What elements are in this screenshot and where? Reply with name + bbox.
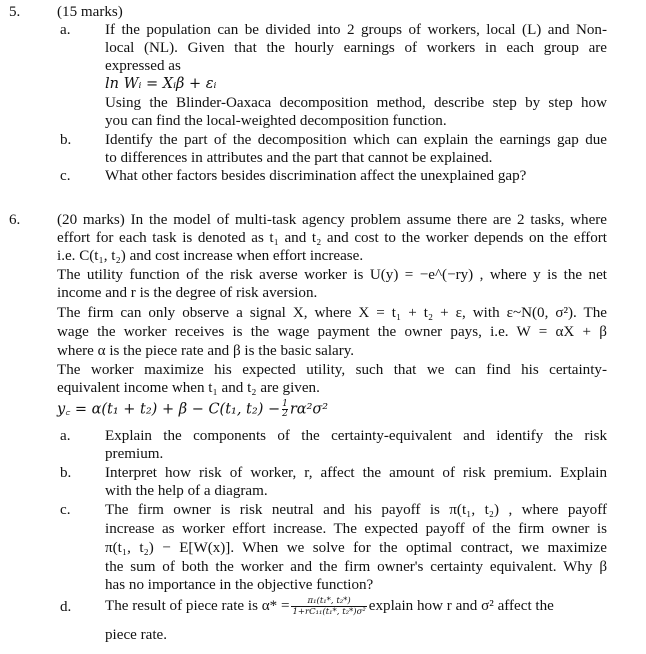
q5-a-line-1: If the population can be divided into 2 groups of workers, local (L) and Non- (105, 22, 607, 38)
q5-a-line-4: Using the Blinder-Oaxaca decomposition method, describe step by step how (105, 95, 607, 111)
piece-rate-numerator: π₁(t₁*, t₂*) (291, 596, 366, 607)
q5-part-b-label: b. (60, 132, 72, 148)
q5-a-line-5: you can find the local-weighted decomposition function. (105, 113, 447, 129)
q6-part-c-label: c. (60, 502, 71, 518)
question-5-number: 5. (9, 4, 21, 20)
question-6-number: 6. (9, 212, 21, 228)
q6-c-line-4: the sum of both the worker and the firm owner's certainty equivalent. Why β (105, 559, 607, 575)
piece-rate-fraction (291, 596, 366, 617)
q6-intro-line-7: wage the worker receives is the wage payment the owner pays, i.e. W = αX + β (57, 324, 607, 340)
q5-b-line-1: Identify the part of the decomposition which can explain the earnings gap due (105, 132, 607, 148)
q6-intro-line-2: effort for each task is denoted as t₁ and t₂ and cost to the worker depends on the effort (57, 230, 607, 246)
q6-c-line-5: has no importance in the objective function? (105, 577, 374, 593)
q6-intro-line-5: income and r is the degree of risk aversion. (57, 285, 318, 301)
q6-intro-line-6: The firm can only observe a signal X, where X = t₁ + t₂ + ε, with ε~N(0, σ²). The (57, 305, 607, 321)
piece-rate-denominator: 1+rC₁₁(t₁*, t₂*)σ² (292, 607, 366, 617)
q6-intro-line-4: The utility function of the risk averse worker is U(y) = −e^(−ry) , where y is the net (57, 267, 607, 283)
q5-a-equation: ln Wᵢ = Xᵢβ + εᵢ (105, 76, 217, 92)
q5-b-line-2: to differences in attributes and the part that cannot be explained. (105, 150, 493, 166)
q6-d-suffix: explain how r and σ² affect the (368, 597, 554, 614)
q6-a-line-2: premium. (105, 446, 164, 462)
q6-a-line-1: Explain the components of the certainty-equivalent and identify the risk (105, 428, 607, 444)
ce-equation-lhs: y꜀ = α(t₁ + t₂) + β − C(t₁, t₂) − (57, 401, 281, 418)
half-denominator: 2 (282, 409, 288, 419)
q6-intro-line-1: (20 marks) In the model of multi-task agency problem assume there are 2 tasks, where (57, 212, 607, 228)
q6-b-line-1: Interpret how risk of worker, r, affect the amount of risk premium. Explain (105, 465, 607, 481)
q6-b-line-2: with the help of a diagram. (105, 483, 268, 499)
q6-intro-line-8: where α is the piece rate and β is the basic salary. (57, 343, 355, 359)
q6-intro-line-3: i.e. C(t₁, t₂) and cost increase when effort increase. (57, 248, 364, 264)
q6-intro-line-10: equivalent income when t₁ and t₂ are given. (57, 380, 320, 396)
q6-part-a-label: a. (60, 428, 71, 444)
q6-part-d-label: d. (60, 599, 72, 615)
q5-a-line-3: expressed as (105, 58, 181, 74)
q5-part-a-label: a. (60, 22, 71, 38)
q6-d-line-2: piece rate. (105, 627, 168, 643)
q5-c-line-1: What other factors besides discrimination affect the unexplained gap? (105, 168, 527, 184)
q6-d-line-1 (105, 596, 554, 617)
q6-d-prefix: The result of piece rate is α* = (105, 597, 290, 614)
q6-intro-line-9: The worker maximize his expected utility, such that we can find his certainty- (57, 362, 607, 378)
q5-part-c-label: c. (60, 168, 71, 184)
q6-c-line-3: π(t₁, t₂) − E[W(x)]. When we solve for the optimal contract, we maximize (105, 540, 607, 556)
q6-c-line-1: The firm owner is risk neutral and his payoff is π(t₁, t₂) , where payoff (105, 502, 607, 518)
q6-certainty-equivalent-equation (57, 400, 328, 419)
q5-a-line-2: local (NL). Given that the hourly earnings of workers in each group are (105, 40, 607, 56)
half-numerator: 1 (282, 399, 288, 409)
q6-c-line-2: increase as worker effort increase. The expected payoff of the firm owner is (105, 521, 607, 537)
q6-part-b-label: b. (60, 465, 72, 481)
question-5-header: (15 marks) (57, 4, 123, 20)
one-half-fraction (282, 400, 288, 419)
ce-equation-rhs: rα²σ² (289, 401, 329, 418)
